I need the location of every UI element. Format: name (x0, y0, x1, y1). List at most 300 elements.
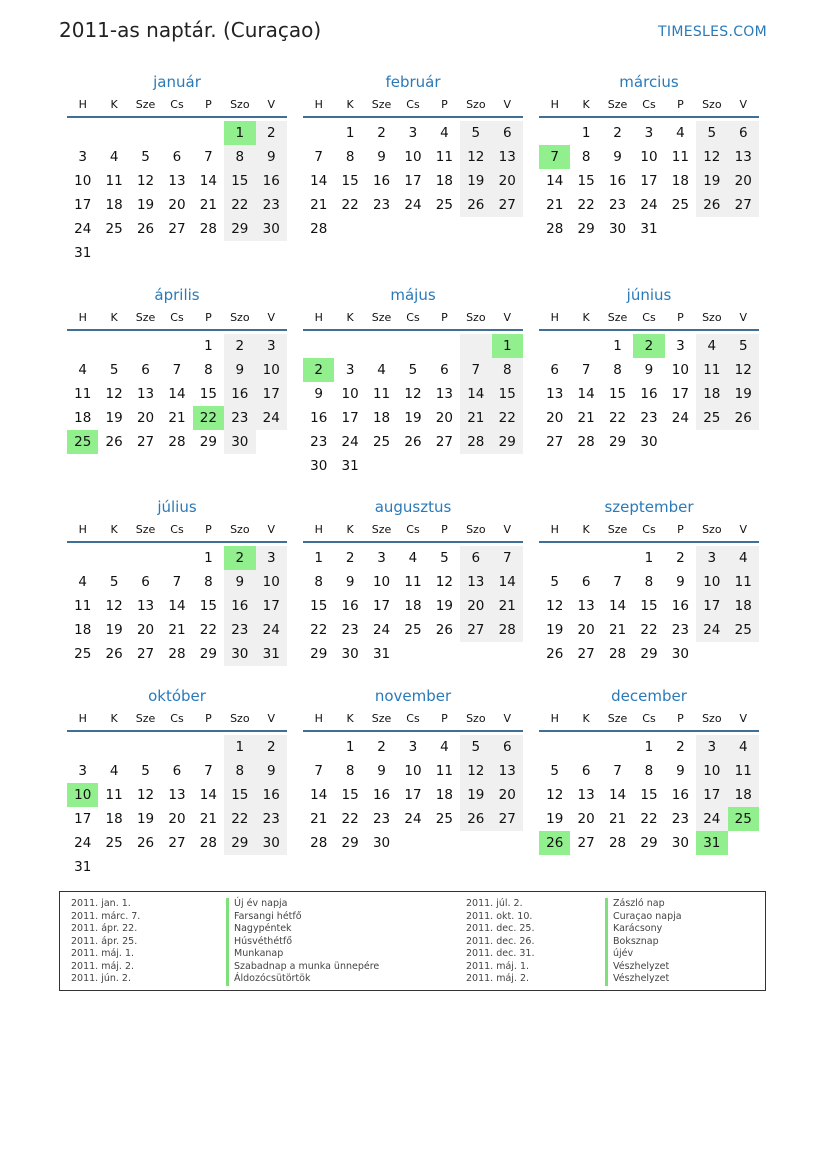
day: 18 (74, 410, 92, 426)
legend-date: 2011. máj. 1. (71, 948, 135, 959)
weekday-header (303, 706, 523, 732)
weekday-header (67, 706, 287, 732)
day: 9 (314, 386, 323, 402)
day: 1 (581, 125, 591, 141)
day: 10 (696, 759, 727, 783)
holiday-legend (59, 891, 766, 991)
weekday-label: Szo (466, 522, 486, 536)
day: 28 (608, 835, 627, 851)
holiday-day: 2 (303, 358, 334, 382)
empty-cell (130, 334, 161, 358)
day: 25 (404, 622, 422, 638)
weekday-label: Sze (135, 310, 156, 324)
day: 7 (172, 574, 182, 590)
day: 27 (728, 193, 759, 217)
day: 9 (676, 574, 685, 590)
day: 26 (546, 646, 564, 662)
weekday-label: V (739, 97, 747, 111)
day: 4 (78, 574, 87, 590)
day: 5 (460, 735, 491, 759)
day: 27 (136, 646, 155, 662)
day: 26 (404, 434, 422, 450)
day: 14 (460, 382, 491, 406)
empty-cell (334, 334, 365, 358)
weekday-label: H (314, 711, 323, 725)
day: 16 (256, 169, 287, 193)
day: 2 (676, 739, 685, 755)
day: 17 (256, 594, 287, 618)
day: 20 (460, 594, 491, 618)
weekday-label: Szo (230, 310, 250, 324)
day: 10 (372, 574, 391, 590)
day: 6 (172, 763, 182, 779)
weekday-label: P (441, 711, 448, 725)
day: 19 (728, 382, 759, 406)
day: 28 (168, 434, 186, 450)
day: 1 (644, 739, 654, 755)
day: 3 (78, 763, 87, 779)
weekday-label: V (267, 310, 275, 324)
day: 12 (696, 145, 727, 169)
day: 20 (492, 783, 523, 807)
month-name: december (611, 687, 687, 705)
day: 2 (256, 121, 287, 145)
day: 6 (492, 121, 523, 145)
day: 13 (136, 598, 155, 614)
weekday-label: K (582, 97, 590, 111)
weekday-label: P (205, 711, 212, 725)
weekday-label: V (267, 522, 275, 536)
day-grid (539, 735, 759, 855)
weekday-label: K (346, 522, 354, 536)
legend-date: 2011. dec. 31. (466, 948, 535, 959)
day: 3 (408, 739, 418, 755)
weekday-label: Szo (702, 522, 722, 536)
day: 4 (676, 125, 685, 141)
day: 11 (105, 787, 123, 803)
day: 4 (728, 546, 759, 570)
month-augusztus (303, 497, 523, 666)
day: 27 (168, 221, 186, 237)
weekday-label: Sze (371, 522, 392, 536)
weekday-label: Cs (642, 310, 656, 324)
day: 15 (640, 598, 658, 614)
site-link[interactable]: TIMESLES.COM (658, 24, 767, 40)
day: 8 (204, 574, 213, 590)
day: 9 (377, 763, 386, 779)
day: 3 (78, 149, 87, 165)
day: 24 (256, 618, 287, 642)
day: 28 (168, 646, 186, 662)
month-name: március (619, 73, 679, 91)
day: 1 (345, 125, 355, 141)
day-grid (67, 546, 287, 666)
day: 26 (460, 807, 491, 831)
day: 2 (224, 334, 255, 358)
day: 21 (577, 410, 595, 426)
day: 17 (640, 173, 658, 189)
day: 22 (310, 622, 328, 638)
empty-cell (130, 121, 161, 145)
weekday-label: K (346, 310, 354, 324)
empty-cell (98, 546, 129, 570)
empty-cell (130, 546, 161, 570)
empty-cell (161, 121, 192, 145)
day: 28 (199, 221, 217, 237)
day: 17 (404, 787, 422, 803)
legend-date: 2011. máj. 2. (466, 973, 530, 984)
day: 7 (613, 763, 622, 779)
day: 17 (671, 386, 689, 402)
month-november (303, 686, 523, 855)
weekday-label: Szo (702, 310, 722, 324)
day: 22 (224, 193, 255, 217)
weekday-label: P (441, 522, 448, 536)
day: 1 (224, 735, 255, 759)
day: 5 (550, 763, 559, 779)
day: 4 (728, 735, 759, 759)
legend-date: 2011. ápr. 22. (71, 923, 138, 934)
weekday-label: P (677, 97, 684, 111)
day: 11 (74, 386, 92, 402)
day: 22 (492, 406, 523, 430)
weekday-label: Cs (406, 97, 420, 111)
day: 19 (546, 811, 564, 827)
weekday-label: Sze (607, 97, 628, 111)
weekday-label: P (441, 97, 448, 111)
day: 23 (256, 193, 287, 217)
day: 14 (310, 787, 328, 803)
day: 11 (728, 759, 759, 783)
day: 6 (141, 574, 150, 590)
day: 12 (105, 386, 123, 402)
weekday-label: P (205, 522, 212, 536)
day: 23 (256, 807, 287, 831)
day: 25 (435, 197, 453, 213)
day: 12 (136, 173, 155, 189)
day: 13 (168, 787, 186, 803)
weekday-header (67, 92, 287, 118)
weekday-label: Szo (466, 97, 486, 111)
day: 21 (608, 811, 627, 827)
weekday-header (67, 517, 287, 543)
day: 17 (74, 197, 92, 213)
empty-cell (161, 735, 192, 759)
day: 3 (644, 125, 654, 141)
day: 22 (640, 811, 658, 827)
empty-cell (98, 735, 129, 759)
day: 30 (224, 430, 255, 454)
day: 11 (696, 358, 727, 382)
day: 30 (256, 831, 287, 855)
day: 26 (696, 193, 727, 217)
day: 31 (74, 245, 92, 261)
day: 11 (435, 149, 453, 165)
day: 20 (728, 169, 759, 193)
day: 29 (492, 430, 523, 454)
day: 13 (435, 386, 453, 402)
legend-holiday-name: Zászló nap (605, 898, 682, 911)
day: 30 (671, 835, 689, 851)
weekday-label: V (739, 310, 747, 324)
weekday-label: H (550, 522, 559, 536)
weekday-label: H (550, 97, 559, 111)
legend-date: 2011. okt. 10. (466, 910, 533, 922)
day: 8 (345, 149, 355, 165)
day: 23 (224, 618, 255, 642)
holiday-day: 1 (224, 121, 255, 145)
weekday-header (67, 305, 287, 331)
day: 22 (577, 197, 595, 213)
day: 19 (546, 622, 564, 638)
day: 27 (136, 434, 155, 450)
day: 3 (256, 546, 287, 570)
day: 1 (314, 550, 323, 566)
weekday-label: Cs (642, 711, 656, 725)
day: 4 (78, 362, 87, 378)
day: 31 (256, 642, 287, 666)
day: 8 (224, 759, 255, 783)
day: 21 (492, 594, 523, 618)
day: 11 (105, 173, 123, 189)
day: 10 (74, 173, 92, 189)
day: 6 (550, 362, 559, 378)
day: 3 (256, 334, 287, 358)
month-július (67, 497, 287, 666)
empty-cell (539, 121, 570, 145)
day: 26 (136, 835, 155, 851)
day: 4 (109, 149, 119, 165)
empty-cell (67, 121, 98, 145)
day: 13 (546, 386, 564, 402)
empty-cell (602, 735, 633, 759)
day: 3 (676, 338, 685, 354)
legend-left-names (226, 898, 379, 986)
day: 3 (377, 550, 386, 566)
empty-cell (98, 121, 129, 145)
day: 20 (577, 811, 595, 827)
day: 28 (546, 221, 564, 237)
weekday-label: Sze (135, 522, 156, 536)
day: 26 (105, 434, 123, 450)
day: 14 (168, 598, 186, 614)
weekday-label: Cs (170, 522, 184, 536)
month-április (67, 285, 287, 454)
day: 20 (168, 197, 186, 213)
day: 15 (341, 787, 359, 803)
weekday-label: V (739, 522, 747, 536)
day: 7 (172, 362, 182, 378)
weekday-label: V (503, 522, 511, 536)
day: 10 (341, 386, 359, 402)
day: 23 (372, 811, 391, 827)
day: 20 (435, 410, 453, 426)
day: 22 (640, 622, 658, 638)
weekday-label: H (78, 97, 87, 111)
legend-date: 2011. máj. 1. (466, 960, 530, 972)
day: 4 (440, 125, 449, 141)
day: 9 (613, 149, 622, 165)
day: 16 (372, 787, 391, 803)
day: 5 (550, 574, 559, 590)
legend-date: 2011. dec. 26. (466, 935, 535, 947)
day: 11 (404, 574, 422, 590)
day: 18 (372, 410, 391, 426)
weekday-label: Sze (371, 97, 392, 111)
day: 5 (696, 121, 727, 145)
day-grid (67, 121, 287, 265)
day: 25 (435, 811, 453, 827)
holiday-day: 26 (539, 831, 570, 855)
weekday-label: V (739, 711, 747, 725)
legend-holiday-name: Áldozócsütörtök (226, 973, 379, 986)
weekday-label: H (78, 522, 87, 536)
weekday-label: H (314, 522, 323, 536)
empty-cell (570, 735, 601, 759)
day: 9 (345, 574, 355, 590)
day: 29 (608, 434, 627, 450)
day: 21 (168, 410, 186, 426)
day: 27 (546, 434, 564, 450)
month-február (303, 72, 523, 241)
legend-holiday-name: Vészhelyzet (605, 961, 682, 974)
holiday-day: 1 (492, 334, 523, 358)
day: 9 (256, 759, 287, 783)
day: 2 (613, 125, 622, 141)
day: 26 (460, 193, 491, 217)
day: 7 (204, 149, 213, 165)
day: 14 (546, 173, 564, 189)
day: 27 (168, 835, 186, 851)
day: 30 (671, 646, 689, 662)
day: 30 (256, 217, 287, 241)
day: 22 (341, 197, 359, 213)
day: 25 (105, 221, 123, 237)
month-name: június (626, 286, 672, 304)
day: 21 (199, 197, 217, 213)
day: 24 (404, 197, 422, 213)
day: 30 (372, 835, 391, 851)
day: 25 (372, 434, 391, 450)
holiday-day: 25 (728, 807, 759, 831)
page-title: 2011-as naptár. (Curaçao) (59, 18, 322, 42)
day: 30 (310, 458, 328, 474)
day: 6 (440, 362, 449, 378)
month-június (539, 285, 759, 454)
day: 15 (224, 783, 255, 807)
day: 18 (404, 598, 422, 614)
empty-cell (98, 334, 129, 358)
day: 6 (492, 735, 523, 759)
weekday-label: Sze (607, 310, 628, 324)
day: 15 (341, 173, 359, 189)
day: 10 (404, 149, 422, 165)
day: 11 (372, 386, 391, 402)
legend-holiday-name: Új év napja (226, 898, 379, 911)
day: 28 (199, 835, 217, 851)
day: 13 (168, 173, 186, 189)
day: 30 (608, 221, 627, 237)
weekday-label: Cs (170, 711, 184, 725)
day: 29 (640, 835, 658, 851)
day: 5 (460, 121, 491, 145)
day: 16 (224, 382, 255, 406)
weekday-header (539, 517, 759, 543)
weekday-header (303, 517, 523, 543)
weekday-label: Szo (702, 711, 722, 725)
weekday-header (539, 92, 759, 118)
day: 24 (404, 811, 422, 827)
day: 24 (696, 618, 727, 642)
day: 29 (310, 646, 328, 662)
day: 1 (613, 338, 622, 354)
weekday-label: H (550, 711, 559, 725)
day: 12 (435, 574, 453, 590)
day: 12 (404, 386, 422, 402)
weekday-label: K (110, 711, 118, 725)
day: 15 (640, 787, 658, 803)
empty-cell (67, 334, 98, 358)
weekday-label: Sze (607, 522, 628, 536)
day: 7 (460, 358, 491, 382)
day: 23 (372, 197, 391, 213)
day: 6 (581, 763, 591, 779)
legend-holiday-name: Munkanap (226, 948, 379, 961)
empty-cell (602, 546, 633, 570)
day: 31 (341, 458, 359, 474)
day: 17 (696, 783, 727, 807)
day: 20 (136, 622, 155, 638)
day: 4 (696, 334, 727, 358)
day: 13 (728, 145, 759, 169)
empty-cell (130, 735, 161, 759)
empty-cell (303, 121, 334, 145)
day: 12 (460, 759, 491, 783)
weekday-label: Cs (170, 97, 184, 111)
day: 24 (256, 406, 287, 430)
day: 16 (671, 598, 689, 614)
legend-right-names (605, 898, 682, 986)
day: 29 (640, 646, 658, 662)
day: 14 (608, 787, 627, 803)
day: 23 (341, 622, 359, 638)
month-szeptember (539, 497, 759, 666)
day: 25 (696, 406, 727, 430)
day: 12 (460, 145, 491, 169)
day: 2 (377, 739, 386, 755)
holiday-day: 10 (67, 783, 98, 807)
empty-cell (67, 546, 98, 570)
day: 21 (168, 622, 186, 638)
holiday-day: 25 (67, 430, 98, 454)
day: 17 (341, 410, 359, 426)
day-grid (67, 735, 287, 879)
day: 25 (728, 618, 759, 642)
month-name: január (153, 73, 201, 91)
day: 31 (640, 221, 658, 237)
day: 7 (314, 763, 323, 779)
day: 4 (109, 763, 119, 779)
day: 11 (74, 598, 92, 614)
day: 17 (696, 594, 727, 618)
day: 14 (492, 570, 523, 594)
day: 20 (168, 811, 186, 827)
day: 8 (644, 763, 654, 779)
day: 24 (74, 835, 92, 851)
day: 26 (105, 646, 123, 662)
weekday-label: Sze (371, 310, 392, 324)
day: 4 (440, 739, 449, 755)
